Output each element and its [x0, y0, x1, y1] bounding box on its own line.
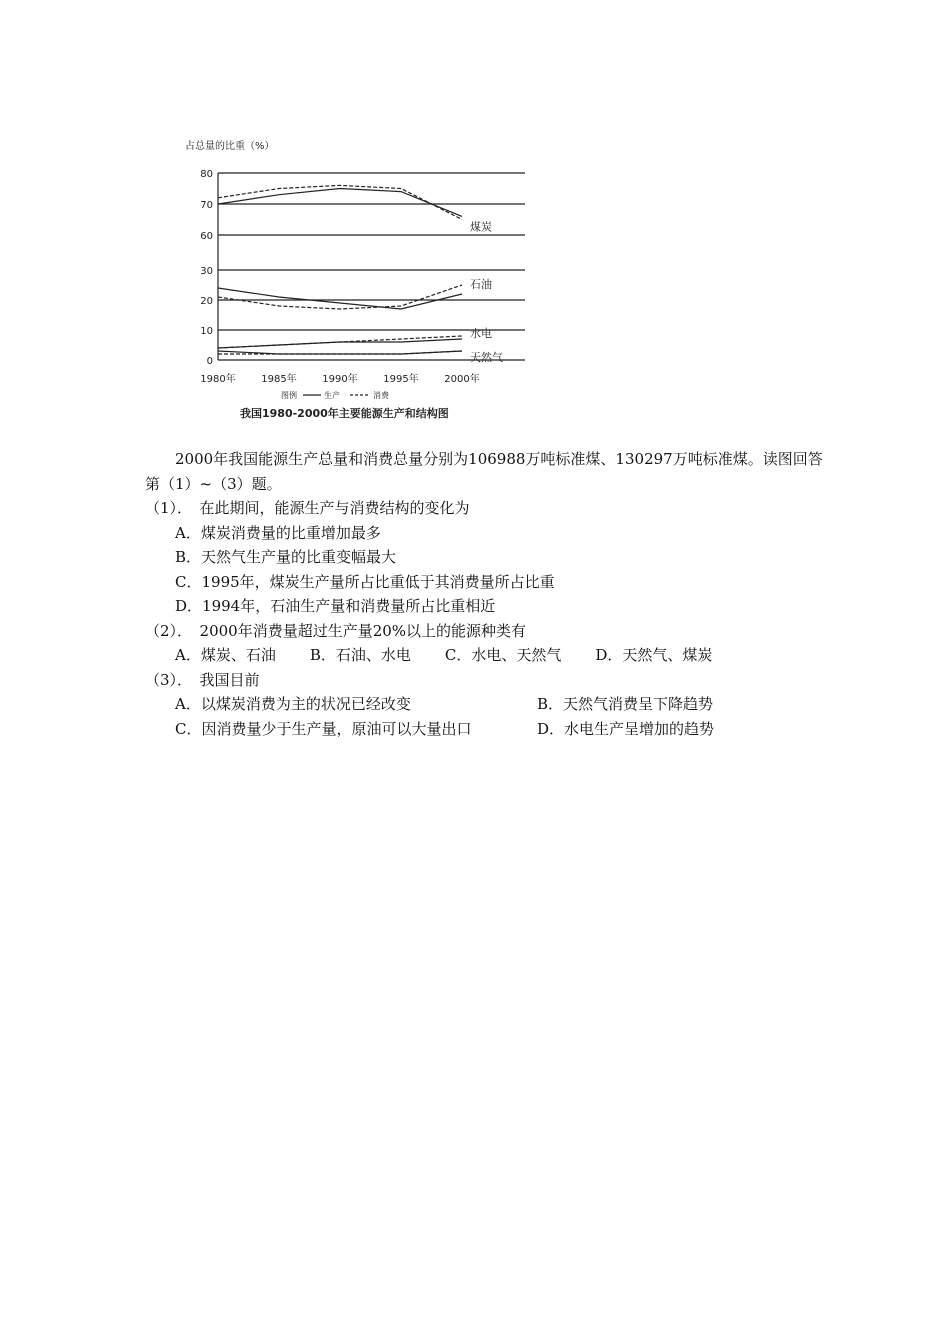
q2-option-c: C．水电、天然气: [444, 646, 562, 664]
q1-option-b: B．天然气生产量的比重变幅最大: [175, 548, 397, 566]
series-line: [218, 285, 462, 309]
series-label: 石油: [470, 278, 492, 291]
question-2: （2）． 2000年消费量超过生产量20%以上的能源种类有: [145, 621, 527, 640]
q2-options: [145, 643, 825, 668]
q1-option-a: A．煤炭消费量的比重增加最多: [175, 523, 381, 542]
x-tick-label: 2000年: [444, 374, 480, 385]
y-tick-label: 60: [200, 231, 213, 242]
y-tick-label: 0: [206, 356, 213, 367]
legend-consumption-label: 消费: [373, 391, 389, 400]
y-tick-label: 80: [200, 169, 213, 180]
question-1: （1）． 在此期间，能源生产与消费结构的变化为: [145, 499, 470, 517]
q2-option-d: D．天然气、煤炭: [595, 646, 713, 664]
q3-option-b: B．天然气消费呈下降趋势: [537, 695, 714, 713]
y-tick-label: 20: [200, 296, 213, 307]
series-line: [218, 288, 462, 309]
intro-paragraph: 2000年我国能源生产总量和消费总量分别为106988万吨标准煤、130297万吨标准煤。读图回答第（1）~（3）题。: [145, 450, 823, 493]
q1-option-d: D．1994年，石油生产量和消费量所占比重相近: [175, 597, 496, 615]
y-tick-label: 70: [200, 200, 213, 211]
y-tick-label: 30: [200, 266, 213, 277]
q3-option-c: C．因消费量少于生产量，原油可以大量出口: [175, 719, 472, 738]
chart-title: 我国1980-2000年主要能源生产和结构图: [240, 407, 449, 420]
q3-options-row2: [145, 717, 825, 742]
series-label: 煤炭: [470, 220, 492, 234]
x-tick-label: 1985年: [261, 374, 297, 385]
x-tick-label: 1980年: [200, 374, 236, 385]
series-label: 天然气: [470, 351, 503, 364]
series-line: [218, 336, 462, 348]
x-tick-label: 1990年: [322, 374, 358, 385]
q2-option-b: B．石油、水电: [309, 646, 411, 664]
series-line: [218, 185, 462, 219]
x-tick-label: 1995年: [383, 374, 419, 385]
q2-option-a: A．煤炭、石油: [175, 646, 276, 664]
question-3: （3）． 我国目前: [145, 670, 260, 689]
y-tick-label: 10: [200, 326, 213, 337]
q3-option-d: D．水电生产呈增加的趋势: [537, 719, 715, 738]
q3-options-row1: [145, 692, 825, 717]
energy-structure-chart: [185, 132, 545, 427]
question-text: [145, 447, 825, 741]
q1-option-c: C．1995年，煤炭生产量所占比重低于其消费量所占比重: [175, 572, 555, 591]
y-axis-label: 占总量的比重（%）: [185, 141, 275, 152]
q3-option-a: A．以煤炭消费为主的状况已经改变: [175, 695, 411, 713]
legend-title: 图例: [281, 391, 297, 400]
legend-production-label: 生产: [324, 391, 340, 400]
series-label: 水电: [470, 327, 492, 340]
chart-svg: [185, 132, 545, 427]
